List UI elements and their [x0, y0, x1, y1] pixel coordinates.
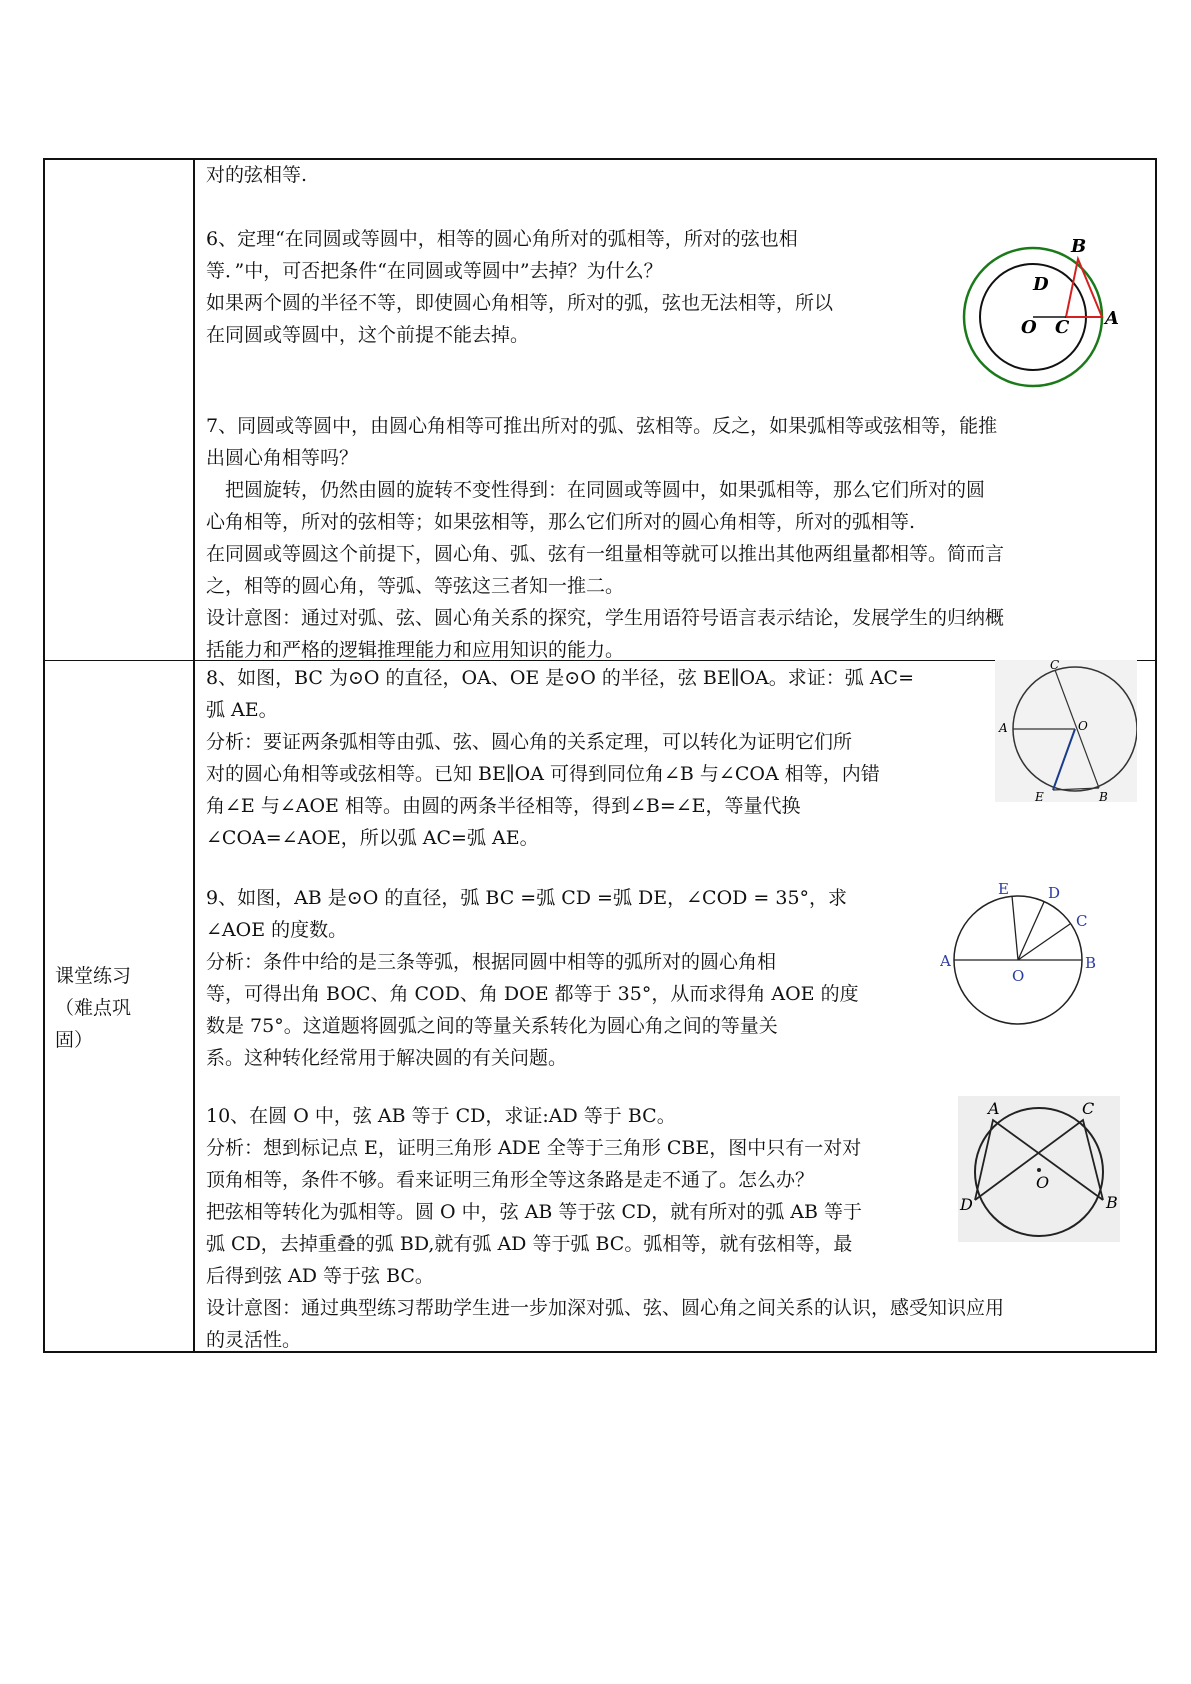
figure-problem-10 [958, 1096, 1120, 1242]
text-line: 9、如图，AB 是⊙O 的直径，弧 BC =弧 CD =弧 DE，∠COD = 35°，求 [206, 887, 848, 909]
center-dot [1037, 1168, 1041, 1172]
label-E: E [998, 880, 1009, 898]
text-line: 等，可得出角 BOC、角 COD、角 DOE 都等于 35°，从而求得角 AOE 的度 [206, 983, 859, 1005]
text-line: ∠COA=∠AOE，所以弧 AC=弧 AE。 [206, 827, 539, 849]
text-line: 心角相等，所对的弦相等；如果弦相等，那么它们所对的圆心角相等，所对的弧相等. [206, 511, 916, 533]
column-divider [193, 158, 195, 1353]
label-C: C [1076, 912, 1088, 930]
label-B: B [1106, 1193, 1118, 1212]
radius-OE [1012, 896, 1018, 960]
label-line: 课堂练习 [55, 965, 132, 987]
row1-text-block-2 [206, 410, 1004, 666]
figure-concentric-circles [955, 232, 1125, 392]
label-line: （难点巩 [55, 997, 132, 1019]
row1-text-block [206, 159, 833, 351]
text-line: 在同圆或等圆中，这个前提不能去掉。 [206, 324, 530, 346]
text-line: 后得到弦 AD 等于弦 BC。 [206, 1265, 434, 1287]
label-line: 固） [55, 1029, 94, 1051]
text-line: ∠AOE 的度数。 [206, 919, 348, 941]
text-line: 分析：想到标记点 E，证明三角形 ADE 全等于三角形 CBE，图中只有一对对 [206, 1137, 862, 1159]
text-line: 系。这种转化经常用于解决圆的有关问题。 [206, 1047, 568, 1069]
text-line: 在同圆或等圆这个前提下，圆心角、弧、弦有一组量相等就可以推出其他两组量都相等。简而言 [206, 543, 1005, 565]
label-A: A [999, 721, 1008, 735]
text-line: 6、定理“在同圆或等圆中，相等的圆心角所对的弧相等，所对的弦也相 [206, 228, 798, 250]
text-line: 顶角相等，条件不够。看来证明三角形全等这条路是走不通了。怎么办？ [206, 1169, 815, 1191]
figure-problem-9 [940, 880, 1110, 1030]
text-line: 弧 CD，去掉重叠的弧 BD,就有弧 AD 等于弧 BC。弧相等，就有弦相等，最 [206, 1233, 853, 1255]
text-line: 设计意图：通过对弧、弦、圆心角关系的探究，学生用语符号语言表示结论，发展学生的归纳概 [206, 607, 1005, 629]
text-line: 括能力和严格的逻辑推理能力和应用知识的能力。 [206, 639, 625, 661]
table-right-border [1155, 158, 1157, 1353]
label-D: D [960, 1195, 973, 1214]
label-O: O [1036, 1173, 1050, 1192]
text-line: 分析：条件中给的是三条等弧，根据同圆中相等的弧所对的圆心角相 [206, 951, 777, 973]
text-line: 角∠E 与∠AOE 相等。由圆的两条半径相等，得到∠B=∠E，等量代换 [206, 795, 801, 817]
table-left-border [43, 158, 45, 1353]
label-E: E [1035, 790, 1044, 802]
label-B: B [1071, 236, 1087, 257]
text-line: 设计意图：通过典型练习帮助学生进一步加深对弧、弦、圆心角之间关系的认识，感受知识应用 [206, 1297, 1005, 1319]
text-line: 分析：要证两条弧相等由弧、弦、圆心角的关系定理，可以转化为证明它们所 [206, 731, 853, 753]
label-B: B [1085, 954, 1097, 972]
text-line: 7、同圆或等圆中，由圆心角相等可推出所对的弧、弦相等。反之，如果弧相等或弦相等，能推 [206, 415, 998, 437]
text-line: 10、在圆 O 中，弦 AB 等于 CD，求证:AD 等于 BC。 [206, 1105, 676, 1127]
label-D: D [1048, 884, 1061, 902]
label-C: C [1082, 1099, 1095, 1118]
label-A: A [940, 952, 951, 970]
text-line: 弧 AE。 [206, 699, 278, 721]
label-O: O [1078, 719, 1088, 733]
text-line: 把圆旋转，仍然由圆的旋转不变性得到：在同圆或等圆中，如果弧相等，那么它们所对的圆 [206, 479, 986, 501]
problem-8 [206, 662, 914, 854]
label-O: O [1021, 317, 1037, 338]
text-line: 8、如图，BC 为⊙O 的直径，OA、OE 是⊙O 的半径，弦 BE∥OA。求证：弧 AC= [206, 667, 915, 689]
figure-problem-8 [995, 660, 1137, 802]
label-C: C [1050, 660, 1060, 672]
text-line: 数是 75°。这道题将圆弧之间的等量关系转化为圆心角之间的等量关 [206, 1015, 778, 1037]
text-line: 把弦相等转化为弧相等。圆 O 中，弦 AB 等于弦 CD，就有所对的弧 AB 等于 [206, 1201, 862, 1223]
label-A: A [988, 1099, 1000, 1118]
label-A: A [1105, 308, 1119, 329]
text-line: 如果两个圆的半径不等，即使圆心角相等，所对的弧，弦也无法相等，所以 [206, 292, 834, 314]
problem-9 [206, 882, 859, 1074]
text-line [206, 191, 833, 223]
label-C: C [1055, 317, 1070, 338]
text-line: 等．”中，可否把条件“在同圆或等圆中”去掉？为什么？ [206, 260, 663, 282]
label-D: D [1033, 274, 1049, 295]
label-B: B [1099, 790, 1108, 802]
text-line: 之，相等的圆心角，等弧、等弦这三者知一推二。 [206, 575, 625, 597]
text-line: 的灵活性。 [206, 1329, 302, 1351]
label-O: O [1012, 967, 1025, 985]
text-line: 对的圆心角相等或弦相等。已知 BE∥OA 可得到同位角∠B 与∠COA 相等，内错 [206, 763, 880, 785]
text-line: 出圆心角相等吗？ [206, 447, 359, 469]
row2-label [55, 960, 131, 1056]
text-line: 对的弦相等. [206, 164, 308, 186]
problem-10 [206, 1100, 1004, 1356]
